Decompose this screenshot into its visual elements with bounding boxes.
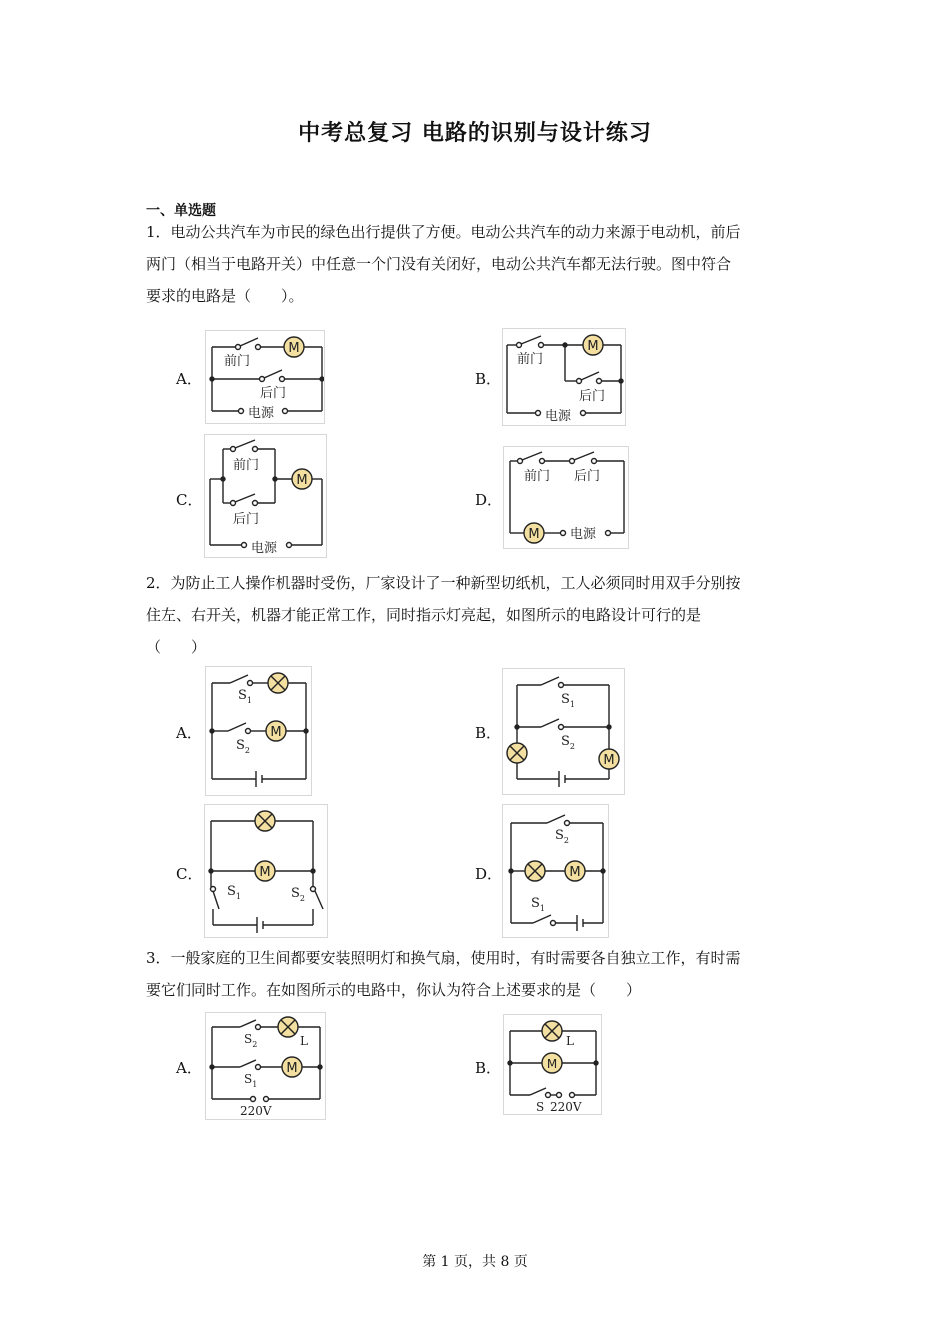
- question-3-stem: [146, 942, 816, 1006]
- question-1-line: 两门（相当于电路开关）中任意一个门没有关闭好，电动公共汽车都无法行驶。图中符合: [146, 255, 732, 273]
- question-1-line: 要求的电路是（ ）。: [146, 287, 304, 305]
- s2-label: $S_2$: [244, 1032, 258, 1049]
- voltage-label: 220V: [550, 1100, 582, 1114]
- motor-label: M: [587, 339, 599, 354]
- question-3-line: 3．一般家庭的卫生间都要安装照明灯和换气扇，使用时，有时需要各自独立工作，有时需: [146, 949, 741, 967]
- q1-option-d-label[interactable]: D．: [475, 491, 503, 509]
- s2-label: $S_2$: [291, 886, 305, 903]
- motor-label: M: [270, 725, 282, 740]
- q2-figure-a[interactable]: [205, 666, 312, 796]
- q3-option-a-label[interactable]: A．: [176, 1059, 202, 1077]
- s2-label: $S_2$: [561, 734, 575, 751]
- back-door-label: 后门: [260, 386, 287, 401]
- motor-label: M: [288, 341, 300, 356]
- question-1-stem: [146, 216, 816, 312]
- q1-figure-c[interactable]: [204, 434, 327, 558]
- q1-figure-a[interactable]: [205, 330, 325, 424]
- question-2-line: 2．为防止工人操作机器时受伤，厂家设计了一种新型切纸机，工人必须同时用双手分别按: [146, 574, 741, 592]
- front-door-label: 前门: [517, 352, 544, 367]
- s2-label: $S_2$: [236, 738, 250, 755]
- question-1-line: 1．电动公共汽车为市民的绿色出行提供了方便。电动公共汽车的动力来源于电动机，前后: [146, 223, 741, 241]
- motor-label: M: [546, 1057, 558, 1071]
- switch-label: S: [536, 1100, 545, 1114]
- q3-figure-b[interactable]: [503, 1014, 602, 1115]
- lamp-label: L: [566, 1034, 574, 1048]
- motor-label: M: [296, 473, 308, 488]
- motor-label: M: [528, 527, 540, 542]
- q1-option-b-label[interactable]: B．: [475, 370, 502, 388]
- source-label: 电源: [545, 409, 572, 424]
- motor-label: M: [569, 865, 581, 880]
- motor-label: M: [259, 865, 271, 880]
- q2-option-d-label[interactable]: D．: [475, 865, 503, 883]
- q2-figure-b[interactable]: [502, 668, 625, 795]
- back-door-label: 后门: [233, 512, 260, 527]
- question-3-line: 要它们同时工作。在如图所示的电路中，你认为符合上述要求的是（ ）: [146, 981, 642, 999]
- q1-option-c-label[interactable]: C．: [176, 491, 203, 509]
- front-door-label: 前门: [224, 354, 251, 369]
- question-2-line: 住左、右开关，机器才能正常工作，同时指示灯亮起，如图所示的电路设计可行的是: [146, 606, 702, 624]
- q1-figure-d[interactable]: [503, 446, 629, 549]
- motor-label: M: [603, 753, 615, 768]
- page-footer: 第 1 页，共 8 页: [422, 1254, 528, 1270]
- voltage-label: 220V: [240, 1104, 272, 1118]
- q3-option-b-label[interactable]: B．: [475, 1059, 502, 1077]
- q2-option-c-label[interactable]: C．: [176, 865, 203, 883]
- s2-label: $S_2$: [555, 828, 569, 845]
- source-label: 电源: [248, 406, 275, 421]
- motor-label: M: [286, 1061, 298, 1076]
- s1-label: $S_1$: [531, 896, 545, 913]
- front-door-label: 前门: [524, 469, 551, 484]
- q1-figure-b[interactable]: [502, 328, 626, 426]
- s1-label: $S_1$: [244, 1072, 258, 1089]
- s1-label: $S_1$: [227, 884, 241, 901]
- q2-option-b-label[interactable]: B．: [475, 724, 502, 742]
- s1-label: $S_1$: [238, 688, 252, 705]
- question-2-line: （ ）: [146, 638, 207, 656]
- s1-label: $S_1$: [561, 692, 575, 709]
- q2-figure-d[interactable]: [502, 804, 609, 938]
- q2-figure-c[interactable]: [204, 804, 328, 938]
- back-door-label: 后门: [574, 469, 601, 484]
- q2-option-a-label[interactable]: A．: [176, 724, 202, 742]
- q1-option-a-label[interactable]: A．: [176, 370, 202, 388]
- page-title: 中考总复习 电路的识别与设计练习: [298, 120, 652, 146]
- section-heading: 一、单选题: [146, 203, 216, 219]
- back-door-label: 后门: [579, 389, 606, 404]
- q3-figure-a[interactable]: [205, 1012, 326, 1120]
- front-door-label: 前门: [233, 458, 260, 473]
- question-2-stem: [146, 567, 816, 663]
- source-label: 电源: [570, 527, 597, 542]
- lamp-label: L: [300, 1034, 308, 1048]
- source-label: 电源: [251, 541, 278, 556]
